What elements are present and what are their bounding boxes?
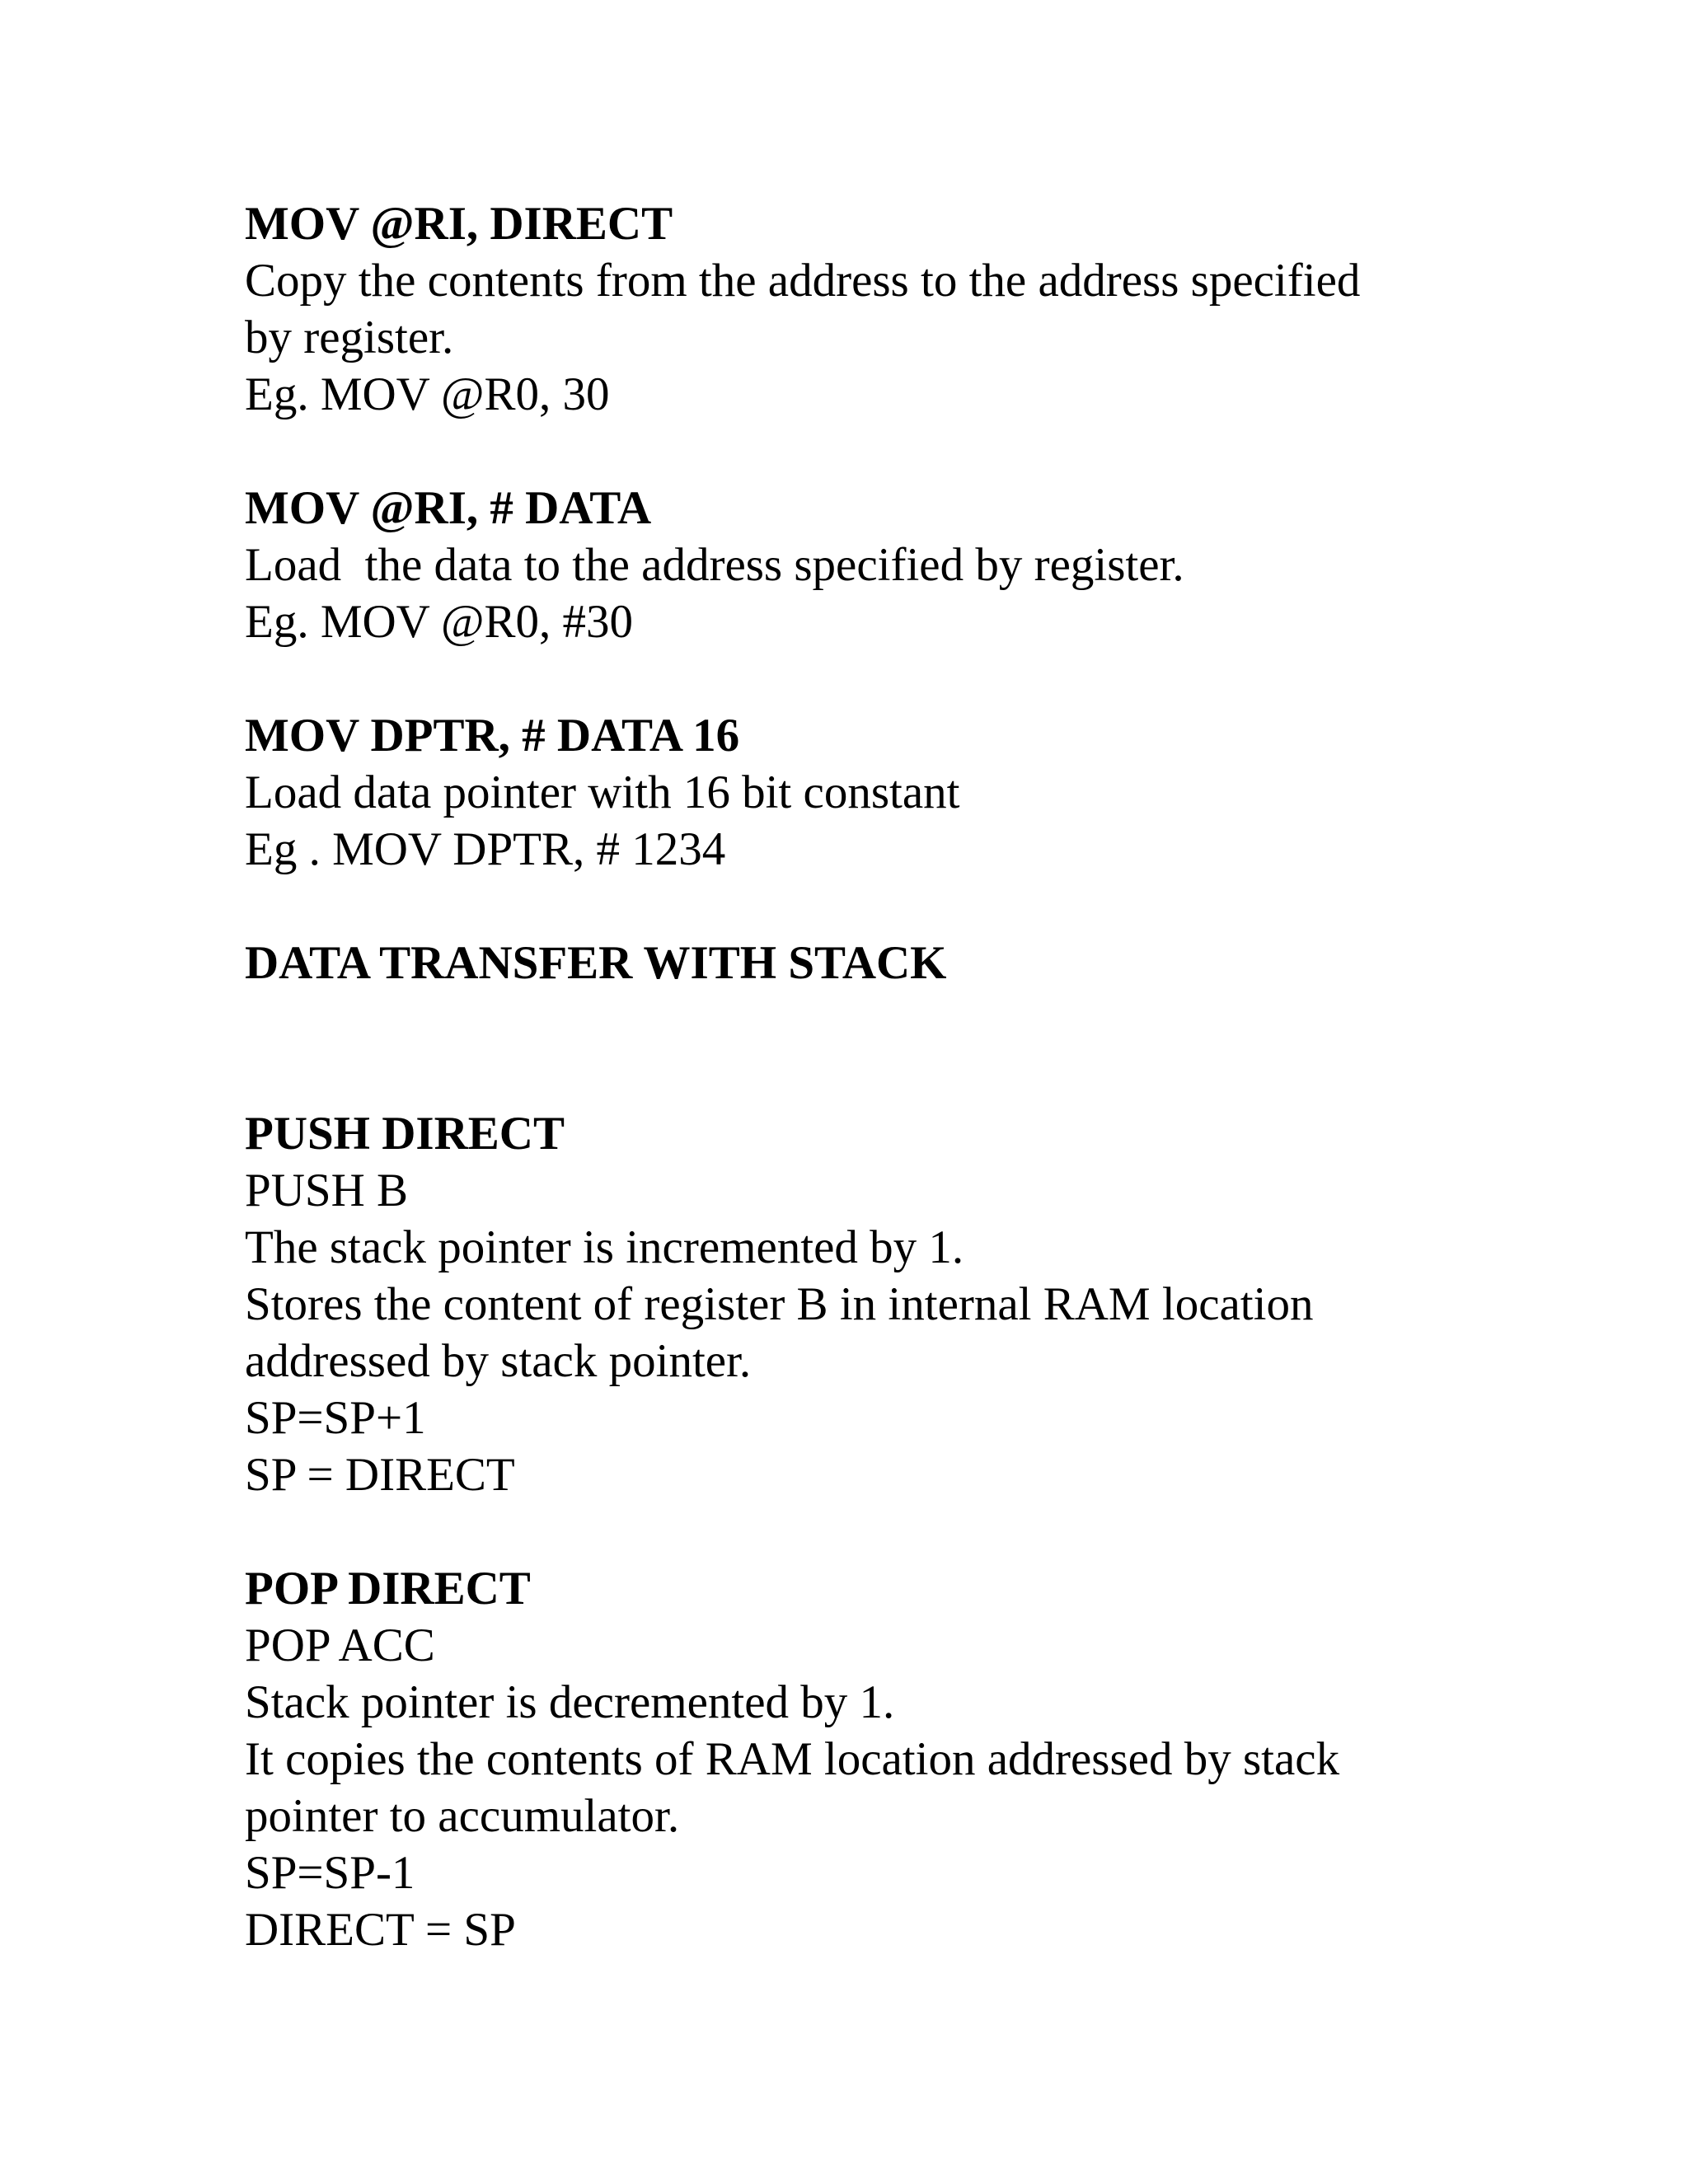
spacer	[245, 423, 1531, 480]
section-example-line: Eg. MOV @R0, 30	[245, 368, 610, 420]
section-heading-mov-ri-data: MOV @RI, # DATA	[245, 482, 652, 534]
section-text-line: POP ACC	[245, 1619, 435, 1671]
section-text-line: Copy the contents from the address to the address specified	[245, 255, 1361, 307]
section-text-line: The stack pointer is incremented by 1.	[245, 1221, 964, 1273]
section-text-line: pointer to accumulator.	[245, 1790, 680, 1842]
section-heading-mov-ri-direct: MOV @RI, DIRECT	[245, 198, 673, 250]
section-text-line: It copies the contents of RAM location addressed by stack	[245, 1733, 1340, 1785]
section-text-line: PUSH B	[245, 1165, 408, 1216]
section-example-line: Eg. MOV @R0, #30	[245, 596, 634, 648]
spacer	[245, 1503, 1531, 1560]
section-formula-line: DIRECT = SP	[245, 1904, 516, 1956]
section-text-line: Stack pointer is decremented by 1.	[245, 1676, 895, 1728]
section-heading-mov-dptr: MOV DPTR, # DATA 16	[245, 710, 740, 762]
spacer	[245, 991, 1531, 1105]
document-body	[245, 195, 1531, 1958]
section-text-line: Load the data to the address specified by register.	[245, 539, 1184, 591]
section-heading-data-transfer-with-stack: DATA TRANSFER WITH STACK	[245, 937, 947, 989]
section-formula-line: SP=SP+1	[245, 1392, 426, 1444]
section-heading-pop-direct: POP DIRECT	[245, 1563, 531, 1615]
section-text-line: Stores the content of register B in internal RAM location	[245, 1278, 1314, 1330]
section-text-line: by register.	[245, 312, 454, 363]
spacer	[245, 650, 1531, 707]
section-example-line: Eg . MOV DPTR, # 1234	[245, 823, 726, 875]
section-formula-line: SP = DIRECT	[245, 1449, 515, 1501]
spacer	[245, 878, 1531, 935]
section-heading-push-direct: PUSH DIRECT	[245, 1108, 565, 1160]
section-formula-line: SP=SP-1	[245, 1847, 415, 1899]
section-text-line: addressed by stack pointer.	[245, 1335, 752, 1387]
section-text-line: Load data pointer with 16 bit constant	[245, 766, 960, 818]
